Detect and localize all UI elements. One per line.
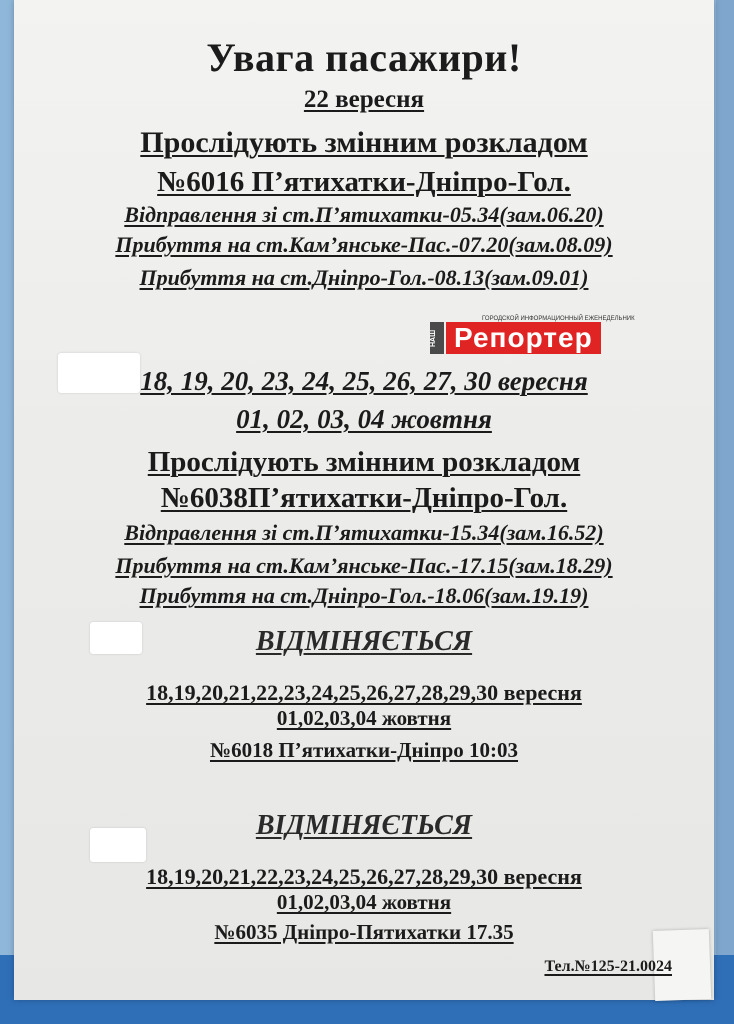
phone-line xyxy=(544,958,672,976)
phone-suffix: 024 xyxy=(648,958,672,975)
cancel-heading-2: ВІДМІНЯЄТЬСЯ xyxy=(255,810,473,841)
cancel-2-dates-october: 01,02,03,04 жовтня xyxy=(276,890,452,914)
schedule-heading-1: Прослідують змінним розкладом xyxy=(140,126,588,159)
logo-side-label: НАШ xyxy=(430,322,444,354)
dates-line-2-september: 18, 19, 20, 23, 24, 25, 26, 27, 30 вересня xyxy=(140,366,588,396)
date-line-1: 22 вересня xyxy=(303,86,425,113)
logo-tagline: ГОРОДСКОЙ ИНФОРМАЦИОННЫЙ ЕЖЕНЕДЕЛЬНИК xyxy=(482,316,635,322)
schedule-heading-2: Прослідують змінним розкладом xyxy=(147,446,581,478)
train-route-1: №6016 П’ятихатки-Дніпро-Гол. xyxy=(157,166,571,198)
redaction-box-2 xyxy=(90,622,142,654)
cancel-1-dates-october: 01,02,03,04 жовтня xyxy=(276,706,452,730)
phone-text: Тел.№125-21.0 xyxy=(544,958,648,975)
dates-line-2-october: 01, 02, 03, 04 жовтня xyxy=(236,404,492,434)
arrival-line-1a: Прибуття на ст.Кам’янське-Пас.-07.20(зам.08.09) xyxy=(115,232,613,257)
arrival-line-2a: Прибуття на ст.Кам’янське-Пас.-17.15(зам.18.29) xyxy=(115,553,613,578)
cancel-2-train: №6035 Дніпро-Пятихатки 17.35 xyxy=(214,920,514,944)
cancel-1-dates-september: 18,19,20,21,22,23,24,25,26,27,28,29,30 вересня xyxy=(146,680,582,705)
notice-title: Увага пасажири! xyxy=(206,35,522,80)
redaction-box-1 xyxy=(58,353,140,393)
departure-line-1: Відправлення зі ст.П’ятихатки-05.34(зам.06.20) xyxy=(124,202,604,227)
cancel-heading-1: ВІДМІНЯЄТЬСЯ xyxy=(255,626,473,657)
cancel-1-train: №6018 П’ятихатки-Дніпро 10:03 xyxy=(209,738,519,762)
board-frame-right xyxy=(716,0,734,1024)
redaction-box-3 xyxy=(90,828,146,862)
logo-word: Репортер xyxy=(446,322,601,354)
notice-sheet xyxy=(14,0,714,1000)
train-route-2: №6038П’ятихатки-Дніпро-Гол. xyxy=(160,482,568,514)
arrival-line-1b: Прибуття на ст.Дніпро-Гол.-08.13(зам.09.01) xyxy=(139,265,589,290)
departure-line-2: Відправлення зі ст.П’ятихатки-15.34(зам.16.52) xyxy=(124,520,604,545)
reporter-logo xyxy=(430,318,662,356)
arrival-line-2b: Прибуття на ст.Дніпро-Гол.-18.06(зам.19.19) xyxy=(139,583,589,608)
cancel-2-dates-september: 18,19,20,21,22,23,24,25,26,27,28,29,30 вересня xyxy=(146,864,582,889)
